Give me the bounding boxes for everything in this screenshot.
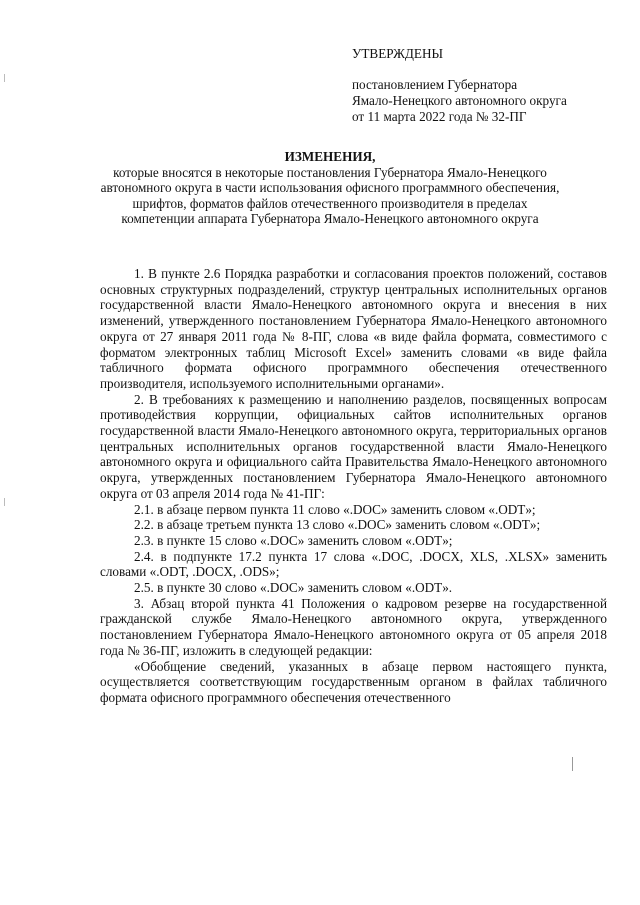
paragraph: 1. В пункте 2.6 Порядка разработки и согласования проектов положений, составов основных структурных подразделений, структур центральных исполнительных органов государственной власти Ямало-Ненецкого автономного округа и внесения в них изменений, утвержденного постановлением Губернатора Ямало-Ненецкого автономного округа от 27 января 2011 года № 8-ПГ, слова «в виде файла формата, совместимого с форматом электронных таблиц Microsoft Excel» заменить словами «в виде файла табличного формата офисного программного обеспечения отечественного производителя, используемого исполнительными органами». xyxy=(100,266,607,391)
paragraph: 2.1. в абзаце первом пункта 11 слово «.DOC» заменить словом «.ODT»; xyxy=(134,501,536,517)
paragraph: 3. Абзац второй пункта 41 Положения о кадровом резерве на государственной гражданской службе Ямало-Ненецкого автономного округа, утвержденного постановлением Губернатора Ямало-Ненецкого автономного округа от 05 апреля 2018 года № 36-ПГ, изложить в следующей редакции: xyxy=(100,595,607,658)
paragraph: 2.5. в пункте 30 слово «.DOC» заменить словом «.ODT». xyxy=(134,580,453,596)
approval-stamp xyxy=(352,46,567,125)
approval-line: Ямало-Ненецкого автономного округа xyxy=(352,93,567,108)
paragraph: «Обобщение сведений, указанных в абзаце первом настоящего пункта, осуществляется соответствующим государственным органом в файлах табличного формата офисного программного обеспечения отечественного xyxy=(100,658,607,705)
paragraph: 2.4. в подпункте 17.2 пункта 17 слова «.DOC, .DOCX, XLS, .XLSX» заменить словами «.ODT, .DOCX, .ODS»; xyxy=(100,548,607,580)
paragraph: 2. В требованиях к размещению и наполнению разделов, посвященных вопросам противодействия коррупции, официальных сайтов исполнительных органов государственной власти Ямало-Ненецкого автономного округа, территориальных органов центральных исполнительных органов государственной власти Ямало-Ненецкого автономного округа и официального сайта Правительства Ямало-Ненецкого автономного округа, утвержденных постановлением Губернатора Ямало-Ненецкого автономного округа от 03 апреля 2014 года № 41-ПГ: xyxy=(100,391,607,501)
approval-heading: УТВЕРЖДЕНЫ xyxy=(352,46,444,61)
approval-line: от 11 марта 2022 года № 32-ПГ xyxy=(352,109,527,124)
document-body xyxy=(100,266,607,706)
scan-margin-mark xyxy=(572,757,573,771)
scan-margin-mark xyxy=(4,498,5,506)
scan-margin-mark xyxy=(4,74,5,82)
paragraph: 2.2. в абзаце третьем пункта 13 слово «.DOC» заменить словом «.ODT»; xyxy=(134,517,541,533)
paragraph: 2.3. в пункте 15 слово «.DOC» заменить словом «.ODT»; xyxy=(134,532,453,548)
document-title-block xyxy=(100,149,560,227)
approval-line: постановлением Губернатора xyxy=(352,77,518,92)
document-subtitle: которые вносятся в некоторые постановления Губернатора Ямало-Ненецкого автономного округа в части использования офисного программного обеспечения, шрифтов, форматов файлов отечественного производителя в пределах компетенции аппарата Губернатора Ямало-Ненецкого автономного округа xyxy=(100,164,560,227)
document-title: ИЗМЕНЕНИЯ, xyxy=(284,149,376,164)
